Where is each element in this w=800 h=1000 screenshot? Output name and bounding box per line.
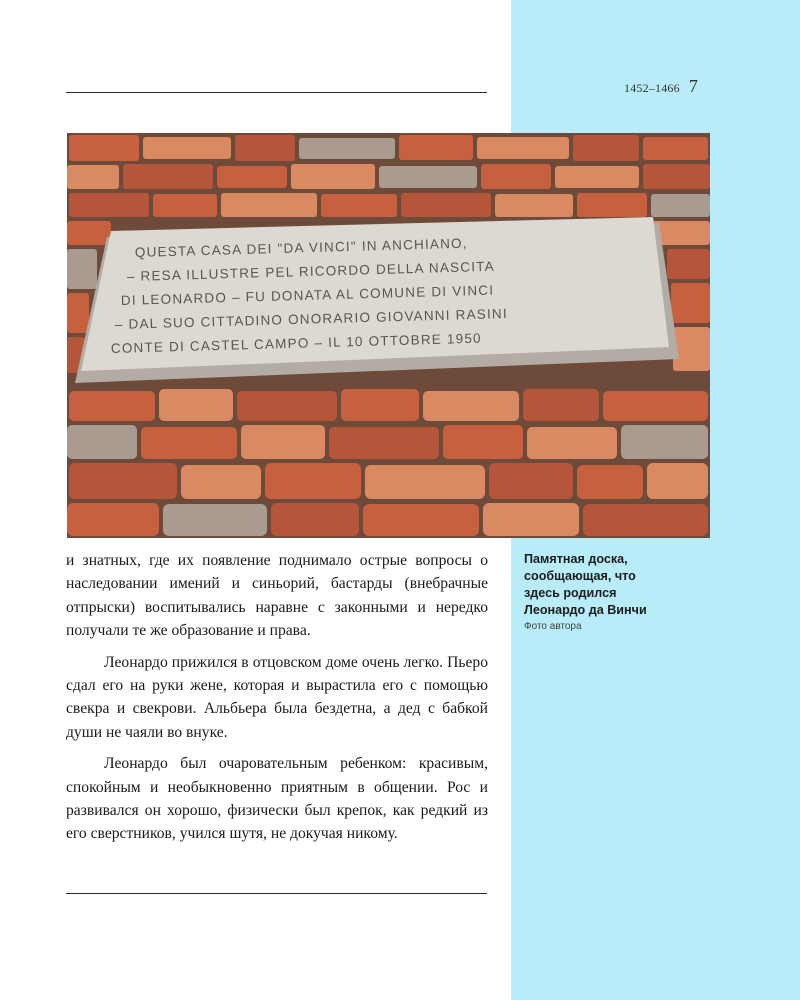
plaque-line-4: – DAL SUO CITTADINO ONORARIO GIOVANNI RASINI (114, 306, 509, 332)
plaque-line-5: CONTE DI CASTEL CAMPO – IL 10 OTTOBRE 1950 (110, 330, 482, 356)
paragraph-3: Леонардо был очаровательным ребенком: красивым, спокойным и необыкновенно приятным в общении. Рос и развивался он хорошо, физически был крепок, как редкий из его сверстников, учился шутя, не докучая никому. (66, 755, 488, 843)
running-head-years: 1452–1466 (624, 81, 680, 95)
body-text (66, 549, 488, 854)
plaque-photo (67, 133, 710, 538)
photo-caption (524, 551, 674, 632)
commemorative-plaque (75, 217, 679, 383)
running-head (624, 76, 744, 97)
top-rule (66, 92, 487, 93)
page-number: 7 (688, 76, 698, 96)
bottom-rule (66, 893, 487, 894)
plaque-line-2: – RESA ILLUSTRE PEL RICORDO DELLA NASCITA (126, 258, 496, 284)
paragraph-2: Леонардо прижился в отцовском доме очень легко. Пьеро сдал его на руки жене, которая и вырастила его с помощью свекра и свекрови. Альбьера была бездетна, а дед с бабкой души не чаяли во внуке. (66, 653, 488, 741)
plaque-line-3: DI LEONARDO – FU DONATA AL COMUNE DI VINCI (120, 282, 495, 308)
caption-title: Памятная доска, сообщающая, что здесь родился Леонардо да Винчи (524, 552, 647, 617)
paragraph-1: и знатных, где их появление поднимало острые вопросы о наследовании имений и синьорий, бастарды (внебрачные отпрыски) воспитывались наравне с законными и нередко получали те же образование и права. (66, 552, 488, 640)
caption-credit: Фото автора (524, 621, 582, 632)
plaque-line-1: QUESTA CASA DEI "DA VINCI" IN ANCHIANO, (134, 235, 468, 260)
